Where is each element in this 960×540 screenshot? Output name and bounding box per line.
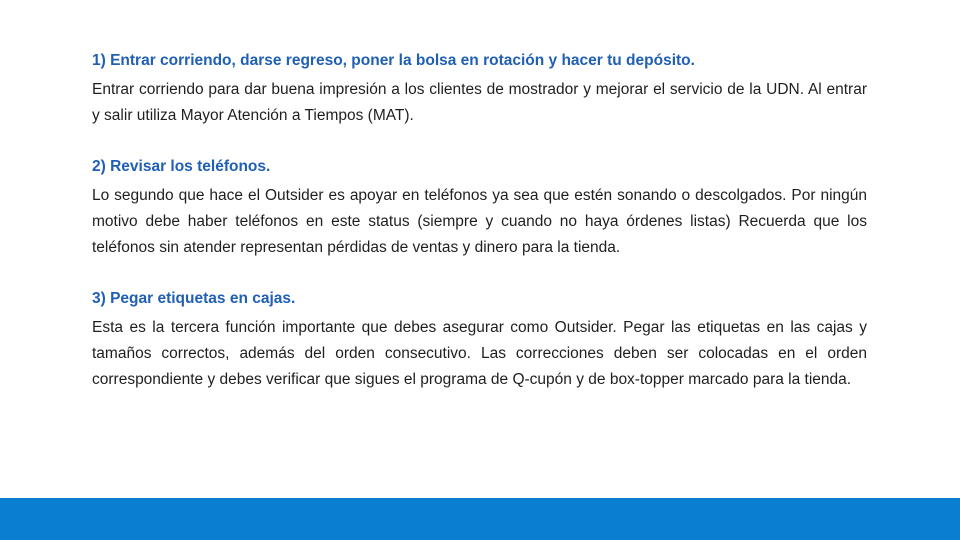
section-1 bbox=[92, 48, 867, 129]
section-3 bbox=[92, 286, 867, 393]
section-heading: 3) Pegar etiquetas en cajas. bbox=[92, 290, 296, 307]
slide-content bbox=[92, 48, 867, 418]
section-heading: 1) Entrar corriendo, darse regreso, poner la bolsa en rotación y hacer tu depósito. bbox=[92, 52, 695, 69]
section-body: Entrar corriendo para dar buena impresión a los clientes de mostrador y mejorar el servicio de la UDN. Al entrar y salir utiliza Mayor Atención a Tiempos (MAT). bbox=[92, 81, 867, 124]
section-2 bbox=[92, 154, 867, 261]
section-heading: 2) Revisar los teléfonos. bbox=[92, 158, 271, 175]
section-body: Lo segundo que hace el Outsider es apoyar en teléfonos ya sea que estén sonando o descolgados. Por ningún motivo debe haber teléfonos en este status (siempre y cuando no haya órdenes listas) Recuerda que los teléfonos sin atender representan pérdidas de ventas y dinero para la tienda. bbox=[92, 187, 867, 256]
section-body: Esta es la tercera función importante que debes asegurar como Outsider. Pegar las etiquetas en las cajas y tamaños correctos, además del orden consecutivo. Las correcciones deben ser colocadas en el orden correspondiente y debes verificar que sigues el programa de Q-cupón y de box-topper marcado para la tienda. bbox=[92, 319, 867, 388]
footer-bar bbox=[0, 498, 960, 540]
